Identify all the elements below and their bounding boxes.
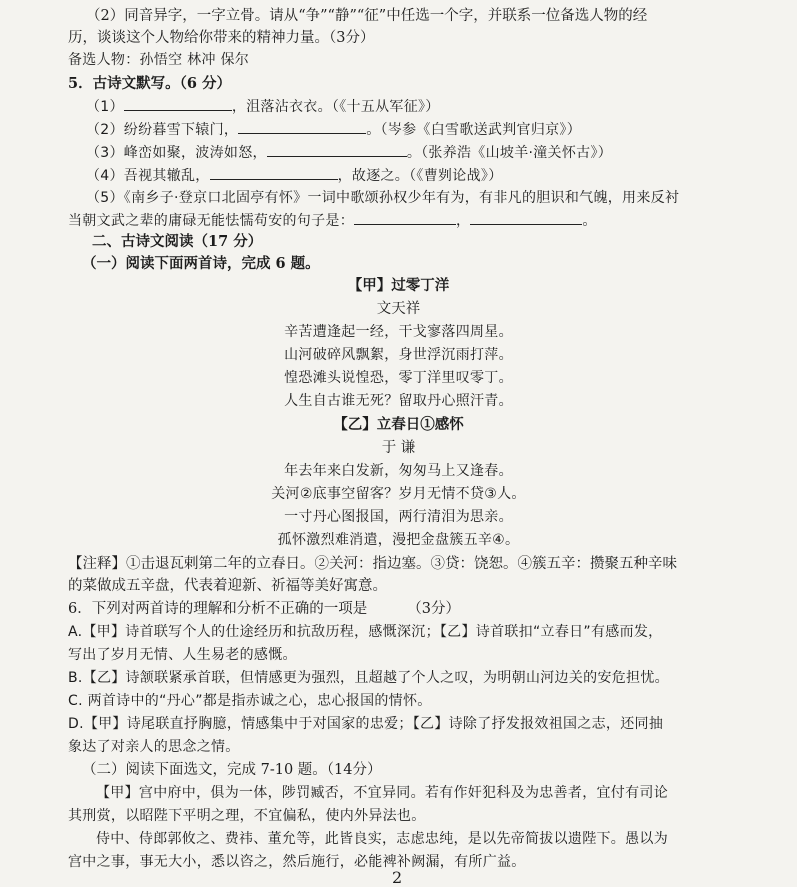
q5-answer-blank-4[interactable] [210,165,338,180]
q5-item-3 [86,142,612,163]
q6-option-c[interactable]: C. 两首诗中的“丹心”都是指赤诚之心，忠心报国的情怀。 [68,693,432,709]
poem-b-line: 孤怀激烈难消遣，漫把金盘簇五辛④。 [277,532,520,548]
q5-item-5-text: 当朝文武之辈的庸碌无能怯懦苟安的句子是： [68,213,354,229]
q5-answer-blank-3[interactable] [267,142,407,157]
passage-p2-line-1: 侍中、侍郎郭攸之、费祎、董允等，此皆良实，志虑忠纯，是以先帝简拔以遗陛下。愚以为 [96,831,668,847]
section-2-sub-2: （二）阅读下面选文，完成 7-10 题。（14分） [82,762,382,778]
page-number: 2 [392,868,403,887]
q5-item-5-sep: ， [456,213,471,229]
q5-title: 5．古诗文默写。（6 分） [68,75,231,92]
poem-b-author: 于 谦 [381,440,416,456]
poem-b-line: 关河②底事空留客？岁月无情不贷③人。 [271,486,526,502]
q4-line-2: 历，谈谈这个人物给你带来的精神力量。（3分） [68,30,375,46]
poem-a-title: 【甲】过零丁洋 [347,277,450,294]
q5-item-2-text-b: 。（岑参《白雪歌送武判官归京》） [366,122,582,138]
q6-stem-text: 6．下列对两首诗的理解和分析不正确的一项是 [68,601,368,617]
q5-item-4-text-b: ，故逐之。（《曹刿论战》） [337,168,503,184]
q5-item-5-line-2 [68,210,597,231]
notes-line-2: 的菜做成五辛盘，代表着迎新、祈福等美好寓意。 [68,578,387,594]
q5-item-1 [86,96,440,117]
poem-b-title: 【乙】立春日①感怀 [333,416,464,433]
q6-option-d-line-2[interactable]: 象达了对亲人的思念之情。 [68,739,240,755]
poem-a-author: 文天祥 [376,301,421,317]
q5-item-4 [86,165,503,186]
q5-item-1-text: ，沮落沾衣衣。（《十五从军征》） [231,99,440,115]
q5-item-3-text-a: （3）峰峦如聚，波涛如怒， [86,145,267,161]
poem-a-line: 辛苦遭逢起一经，干戈寥落四周星。 [284,324,513,340]
q5-answer-blank-5a[interactable] [354,210,456,225]
section-2-sub-1: （一）阅读下面两首诗，完成 6 题。 [82,255,320,272]
q6-option-a-line-2[interactable]: 写出了岁月无情、人生易老的感慨。 [68,647,297,663]
q4-line-1: （2）同音异字，一字立骨。请从“争”“静”“征”中任选一个字，并联系一位备选人物的经 [86,8,648,24]
q5-item-4-text-a: （4）吾视其辙乱， [86,168,210,184]
poem-a-line: 惶恐滩头说惶恐，零丁洋里叹零丁。 [284,370,513,386]
q6-stem [68,599,460,619]
passage-p1-line-2: 其刑赏，以昭陛下平明之理，不宜偏私，使内外异法也。 [68,808,426,824]
q6-option-a-line-1[interactable]: A.【甲】诗首联写个人的仕途经历和抗敌历程，感慨深沉；【乙】诗首联扣“立春日”有感而发， [68,624,663,640]
section-2-title: 二、古诗文阅读（17 分） [92,233,263,250]
q6-score: （3分） [407,601,460,617]
notes-line-1: 【注释】①击退瓦剌第二年的立春日。②关河：指边塞。③贷：饶恕。④簇五辛：攒聚五种辛味 [68,556,677,572]
poem-a-line: 山河破碎风飘絮，身世浮沉雨打萍。 [284,347,513,363]
q6-option-b[interactable]: B.【乙】诗颔联紧承首联，但情感更为强烈，且超越了个人之叹，为明朝山河边关的安危担忧。 [68,670,669,686]
q5-item-5-line-1: （5）《南乡子·登京口北固亭有怀》一词中歌颂孙权少年有为，有非凡的胆识和气魄，用来反衬 [86,190,680,206]
q5-item-5-end: 。 [582,213,597,229]
poem-a-line: 人生自古谁无死？留取丹心照汗青。 [284,393,513,409]
poem-b-line: 年去年来白发新，匆匆马上又逢春。 [284,463,513,479]
poem-b-line: 一寸丹心图报国，两行清泪为思亲。 [284,509,513,525]
q6-option-d-line-1[interactable]: D.【甲】诗尾联直抒胸臆，情感集中于对国家的忠爱；【乙】诗除了抒发报效祖国之志，还同抽 [68,716,664,732]
q5-item-3-text-b: 。（张养浩《山坡羊·潼关怀古》） [406,145,613,161]
q5-answer-blank-5b[interactable] [470,210,582,225]
passage-p1-line-1: 【甲】宫中府中，俱为一体，陟罚臧否，不宜异同。若有作奸犯科及为忠善者，宜付有司论 [96,785,668,801]
passage-p2-line-2: 宫中之事，事无大小，悉以咨之，然后施行，必能裨补阙漏，有所广益。 [68,854,526,870]
q5-answer-blank-1[interactable] [124,96,232,111]
q5-item-2 [86,119,581,140]
q5-item-1-label: （1） [86,99,124,115]
q5-item-2-text-a: （2）纷纷暮雪下辕门， [86,122,239,138]
q5-answer-blank-2[interactable] [238,119,366,134]
q4-candidates: 备选人物：孙悟空 林冲 保尔 [68,52,250,68]
